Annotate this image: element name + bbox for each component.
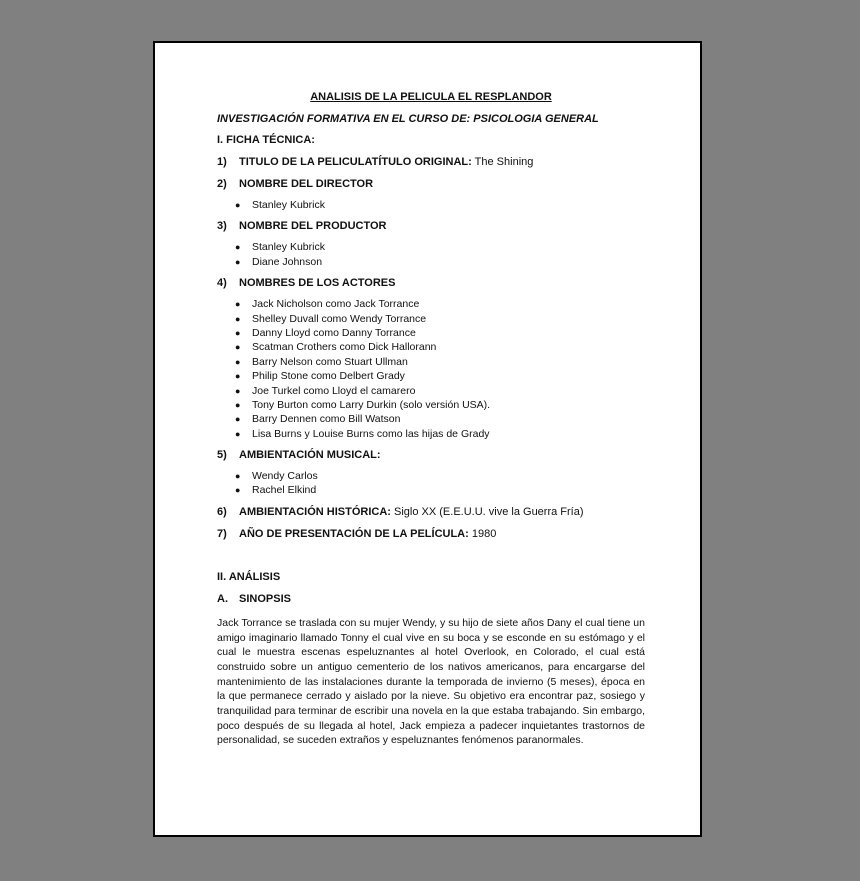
bullet-dot-icon: ● <box>235 200 241 210</box>
bullet-text: Barry Nelson como Stuart Ullman <box>252 355 408 368</box>
subsection-sinopsis <box>217 593 645 607</box>
bullet-text: Joe Turkel como Lloyd el camarero <box>252 384 416 397</box>
bullet-dot-icon: ● <box>235 356 241 367</box>
bullet-list <box>235 297 645 441</box>
synopsis-paragraph: Jack Torrance se traslada con su mujer Wendy, y su hijo de siete años Dany el cual tiene un amigo imaginario llamado Tonny el cual vive en su boca y se esconde en su estómago y el cual le muestra escenas espeluznantes al hotel Overlook, en Colorado, el cual está construido sobre un antiguo cementerio de los nativos americanos, para encargarse del mantenimiento de las instalaciones durante la temporada de invierno (5 meses), época en la que permanece cerrado y aislado por la nieve. Su objetivo era encontrar paz, sosiego y tranquilidad para terminar de escribir una novela en la que estaba trabajando. Sin embargo, poco después de su llegada al hotel, Jack empieza a padecer inquietantes trastornos de personalidad, se suceden extraños y espeluznantes fenómenos paranormales. <box>217 616 645 747</box>
bullet-text: Danny Lloyd como Danny Torrance <box>252 326 416 339</box>
bullet-item <box>235 398 645 412</box>
item-value: The Shining <box>471 156 534 168</box>
bullet-text: Lisa Burns y Louise Burns como las hijas de Grady <box>252 427 490 440</box>
item-number: 5) <box>217 449 227 462</box>
spacer <box>217 542 645 564</box>
bullet-text: Philip Stone como Delbert Grady <box>252 370 405 383</box>
bullet-item <box>235 326 645 340</box>
ficha-item <box>217 506 645 520</box>
subsection-label: SINOPSIS <box>239 592 291 605</box>
item-number: 1) <box>217 156 227 168</box>
bullet-dot-icon: ● <box>235 428 241 439</box>
document-content <box>217 91 645 748</box>
bullet-list <box>235 198 645 212</box>
section-ficha-tecnica: I. FICHA TÉCNICA: <box>217 134 315 146</box>
bullet-dot-icon: ● <box>235 385 241 396</box>
bullet-text: Stanley Kubrick <box>252 241 325 254</box>
document-title: ANALISIS DE LA PELICULA EL RESPLANDOR <box>310 91 552 103</box>
bullet-list <box>235 469 645 498</box>
item-number: 4) <box>217 277 227 290</box>
bullet-item <box>235 198 645 212</box>
item-value: Siglo XX (E.E.U.U. vive la Guerra Fría) <box>390 505 584 518</box>
bullet-text: Tony Burton como Larry Durkin (solo versión USA). <box>252 398 491 411</box>
item-value: 1980 <box>468 527 497 540</box>
bullet-item <box>235 340 645 354</box>
bullet-text: Rachel Elkind <box>252 484 317 497</box>
bullet-text: Shelley Duvall como Wendy Torrance <box>252 312 427 325</box>
bullet-dot-icon: ● <box>235 242 241 253</box>
items-container <box>217 156 645 542</box>
bullet-text: Barry Dennen como Bill Watson <box>252 413 401 426</box>
bullet-item <box>235 469 645 483</box>
bullet-dot-icon: ● <box>235 414 241 425</box>
bullet-item <box>235 412 645 426</box>
item-label: AÑO DE PRESENTACIÓN DE LA PELÍCULA: <box>239 527 469 540</box>
bullet-text: Stanley Kubrick <box>252 199 325 211</box>
bullet-item <box>235 384 645 398</box>
bullet-dot-icon: ● <box>235 342 241 353</box>
bullet-dot-icon: ● <box>235 371 241 382</box>
bullet-item <box>235 483 645 497</box>
bullet-item <box>235 255 645 269</box>
ficha-item <box>217 449 645 463</box>
bullet-dot-icon: ● <box>235 327 241 338</box>
item-label: NOMBRE DEL DIRECTOR <box>239 178 374 190</box>
bullet-item <box>235 369 645 383</box>
bullet-text: Scatman Crothers como Dick Hallorann <box>252 341 437 354</box>
bullet-item <box>235 427 645 441</box>
bullet-item <box>235 312 645 326</box>
item-label: TITULO DE LA PELICULATÍTULO ORIGINAL: <box>239 156 472 168</box>
bullet-dot-icon: ● <box>235 471 241 482</box>
item-number: 2) <box>217 178 227 190</box>
item-label: AMBIENTACIÓN HISTÓRICA: <box>239 505 391 518</box>
document-page <box>153 41 702 837</box>
bullet-item <box>235 240 645 254</box>
section-analisis: II. ANÁLISIS <box>217 570 281 583</box>
ficha-item <box>217 178 645 192</box>
ficha-item <box>217 156 645 170</box>
bullet-dot-icon: ● <box>235 299 241 310</box>
ficha-item <box>217 220 645 234</box>
bullet-item <box>235 355 645 369</box>
item-number: 7) <box>217 527 227 540</box>
bullet-dot-icon: ● <box>235 256 241 267</box>
subsection-number: A. <box>217 592 228 605</box>
item-label: NOMBRES DE LOS ACTORES <box>239 277 396 290</box>
item-label: AMBIENTACIÓN MUSICAL: <box>239 449 381 462</box>
item-label: NOMBRE DEL PRODUCTOR <box>239 220 387 233</box>
ficha-item <box>217 277 645 291</box>
ficha-item <box>217 528 645 542</box>
bullet-dot-icon: ● <box>235 485 241 496</box>
bullet-dot-icon: ● <box>235 399 241 410</box>
item-number: 6) <box>217 505 227 518</box>
item-number: 3) <box>217 220 227 233</box>
bullet-item <box>235 297 645 311</box>
bullet-text: Diane Johnson <box>252 255 323 268</box>
document-subtitle: INVESTIGACIÓN FORMATIVA EN EL CURSO DE: PSICOLOGIA GENERAL <box>217 113 599 125</box>
bullet-text: Jack Nicholson como Jack Torrance <box>252 298 420 311</box>
bullet-dot-icon: ● <box>235 313 241 324</box>
bullet-list <box>235 240 645 269</box>
bullet-text: Wendy Carlos <box>252 470 318 483</box>
